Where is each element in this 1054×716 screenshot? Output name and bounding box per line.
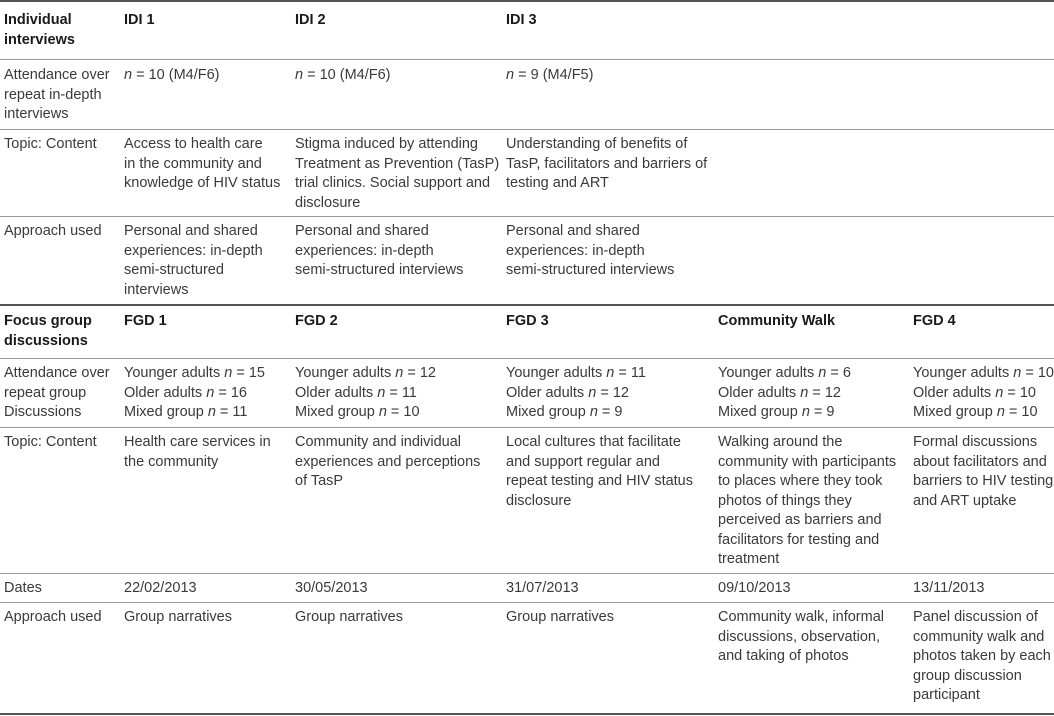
- topic-fgd-1: Health care services in the community: [124, 434, 271, 470]
- row-label: Approach used: [4, 609, 102, 625]
- topic-idi-3: Understanding of benefits of TasP, facilitators and barriers of testing and ART: [506, 136, 708, 191]
- row-label: Attendance over repeat in-depth interviews: [4, 67, 110, 122]
- attendance-community-walk: Younger adults n = 6 Older adults n = 12 Mixed group n = 9: [718, 365, 851, 420]
- topic-idi-2: Stigma induced by attending Treatment as Prevention (TasP) trial clinics. Social support and disclosure: [295, 136, 500, 211]
- topic-fgd-2: Community and individual experiences and perceptions of TasP: [295, 434, 481, 489]
- focus-topic-row: [0, 428, 1054, 574]
- header-idi-3: IDI 3: [506, 12, 537, 28]
- approach-community-walk: Community walk, informal discussions, observation, and taking of photos: [718, 609, 884, 664]
- focus-header-row: [0, 306, 1054, 359]
- approach-fgd-3: Group narratives: [506, 609, 614, 625]
- row-label: Topic: Content: [4, 136, 97, 152]
- attendance-idi-2: n = 10 (M4/F6): [295, 67, 391, 83]
- attendance-fgd-2: Younger adults n = 12 Older adults n = 11 Mixed group n = 10: [295, 365, 436, 420]
- date-fgd-1: 22/02/2013: [124, 580, 197, 596]
- focus-approach-row: [0, 603, 1054, 715]
- individual-approach-row: [0, 217, 1054, 306]
- header-fgd-3: FGD 3: [506, 313, 549, 329]
- topic-idi-1: Access to health care in the community and knowledge of HIV status: [124, 136, 281, 191]
- approach-idi-2: Personal and shared experiences: in-depth semi-structured interviews: [295, 223, 464, 278]
- focus-group-discussions-label: Focus group discussions: [4, 313, 92, 349]
- individual-topic-row: [0, 130, 1054, 217]
- date-fgd-3: 31/07/2013: [506, 580, 579, 596]
- approach-fgd-4: Panel discussion of community walk and photos taken by each group discussion participant: [913, 609, 1051, 703]
- row-label: Dates: [4, 580, 42, 596]
- attendance-idi-3: n = 9 (M4/F5): [506, 67, 594, 83]
- row-label: Approach used: [4, 223, 102, 239]
- header-community-walk: Community Walk: [718, 313, 836, 329]
- individual-header-row: [0, 2, 1054, 60]
- row-label: Topic: Content: [4, 434, 97, 450]
- header-idi-2: IDI 2: [295, 12, 326, 28]
- attendance-fgd-3: Younger adults n = 11 Older adults n = 12 Mixed group n = 9: [506, 365, 646, 420]
- attendance-idi-1: n = 10 (M4/F6): [124, 67, 220, 83]
- header-fgd-1: FGD 1: [124, 313, 167, 329]
- topic-community-walk: Walking around the community with participants to places where they took photos of things they perceived as barriers and facilitators for testing and treatment: [718, 434, 897, 567]
- attendance-fgd-1: Younger adults n = 15 Older adults n = 16 Mixed group n = 11: [124, 365, 265, 420]
- approach-fgd-2: Group narratives: [295, 609, 403, 625]
- focus-dates-row: [0, 574, 1054, 603]
- focus-attendance-row: [0, 359, 1054, 428]
- topic-fgd-4: Formal discussions about facilitators and barriers to HIV testing and ART uptake: [913, 434, 1054, 509]
- header-fgd-2: FGD 2: [295, 313, 338, 329]
- date-fgd-4: 13/11/2013: [913, 580, 985, 596]
- header-fgd-4: FGD 4: [913, 313, 956, 329]
- approach-idi-3: Personal and shared experiences: in-depth semi-structured interviews: [506, 223, 675, 278]
- topic-fgd-3: Local cultures that facilitate and support regular and repeat testing and HIV status disclosure: [506, 434, 693, 509]
- individual-interviews-label: Individual interviews: [4, 12, 75, 48]
- row-label: Attendance over repeat group Discussions: [4, 365, 110, 420]
- header-idi-1: IDI 1: [124, 12, 155, 28]
- date-community-walk: 09/10/2013: [718, 580, 791, 596]
- individual-attendance-row: [0, 60, 1054, 130]
- approach-fgd-1: Group narratives: [124, 609, 232, 625]
- date-fgd-2: 30/05/2013: [295, 580, 368, 596]
- attendance-fgd-4: Younger adults n = 10 Older adults n = 10 Mixed group n = 10: [913, 365, 1054, 420]
- approach-idi-1: Personal and shared experiences: in-depth semi-structured interviews: [124, 223, 263, 298]
